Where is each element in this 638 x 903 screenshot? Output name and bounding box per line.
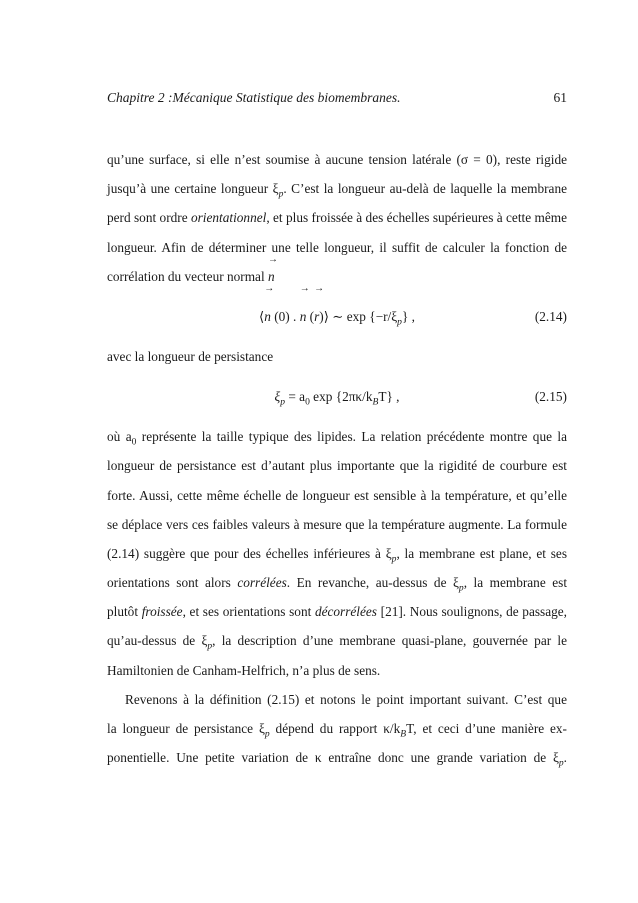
italic-term: froissée [141,604,183,620]
text-line: la longueur de persistance $\xi_p$ dépend du rapport $\kappa/k_BT$, et ceci d’une manière ex- [107,721,567,740]
paragraph-4 [107,685,567,773]
text-line: où $a_0$ représente la taille typique des lipides. La relation précédente montre que la [107,429,567,448]
equation-number: (2.14) [534,308,567,324]
normal-vector-symbol: → n [268,262,275,291]
text-line: (2.14) suggère que pour des échelles inférieures à $\xi_p$, la membrane est plane, et ses [107,545,567,565]
equation-2-14 [107,291,567,342]
text-line: forte. Aussi, cette même échelle de longueur est sensible à la température, et qu’elle [107,487,567,503]
page-body [107,145,567,772]
text-line: jusqu’à une certaine longueur $\xi_p$. C’est la longueur au-delà de laquelle la membrane [107,181,568,200]
equation-body: $\xi_p = a_0$ $\exp \{2\pi\kappa/k_BT\}$ , [274,389,400,408]
equation-2-15 [107,371,567,422]
page-number: 61 [553,90,567,105]
text-line: ponentielle. Une petite variation de κ entraîne donc une grande variation de $\xi_p$. [107,750,567,769]
text-line: Revenons à la définition (2.15) et notons le point important suivant. C’est que [125,691,567,707]
text-line: Hamiltonien de Canham-Helfrich, n’a plus de sens. [107,662,381,678]
equation-number: (2.15) [534,389,567,405]
paragraph-1 [107,145,567,291]
italic-term: décorrélées [314,604,377,620]
italic-term: corrélées [237,575,287,591]
chapter-title: Chapitre 2 :Mécanique Statistique des biomembranes. [107,90,401,105]
italic-term: orientationnel [190,210,267,226]
paragraph-3 [107,422,567,685]
citation: [21]. Nous soulignons, de passage, [376,604,567,620]
text-line: qu’une surface, si elle n’est soumise à aucune tension latérale (σ = 0), reste rigide [107,152,567,167]
running-header [107,90,567,106]
text-line: orientations sont alors corrélées. En revanche, au-dessus de $\xi_p$, la membrane est [107,575,568,594]
equation-body: ⟨→ n (0) . → n (→ r)⟩ ∼ $\exp \{-r/\xi_p\}$ , [107,291,567,348]
text-line: longueur. Afin de déterminer une telle longueur, il suffit de calculer la fonction de [107,239,567,255]
text-line: plutôt froissée, et ses orientations sont décorrélées [21]. Nous soulignons, de passage, [107,604,567,620]
text-line: se déplace vers ces faibles valeurs à mesure que la température augmente. La formule [107,516,567,532]
text-line: corrélation du vecteur normal → n [107,262,567,291]
text-line: avec la longueur de persistance [107,348,274,364]
text-line: longueur de persistance est d’autant plus importante que la rigidité de courbure est [107,458,567,474]
text-line: perd sont ordre orientationnel, et plus froissée à des échelles supérieures à cette même [107,210,567,226]
text-line: qu’au-dessus de $\xi_p$, la description d’une membrane quasi-plane, gouvernée par le [107,633,567,653]
